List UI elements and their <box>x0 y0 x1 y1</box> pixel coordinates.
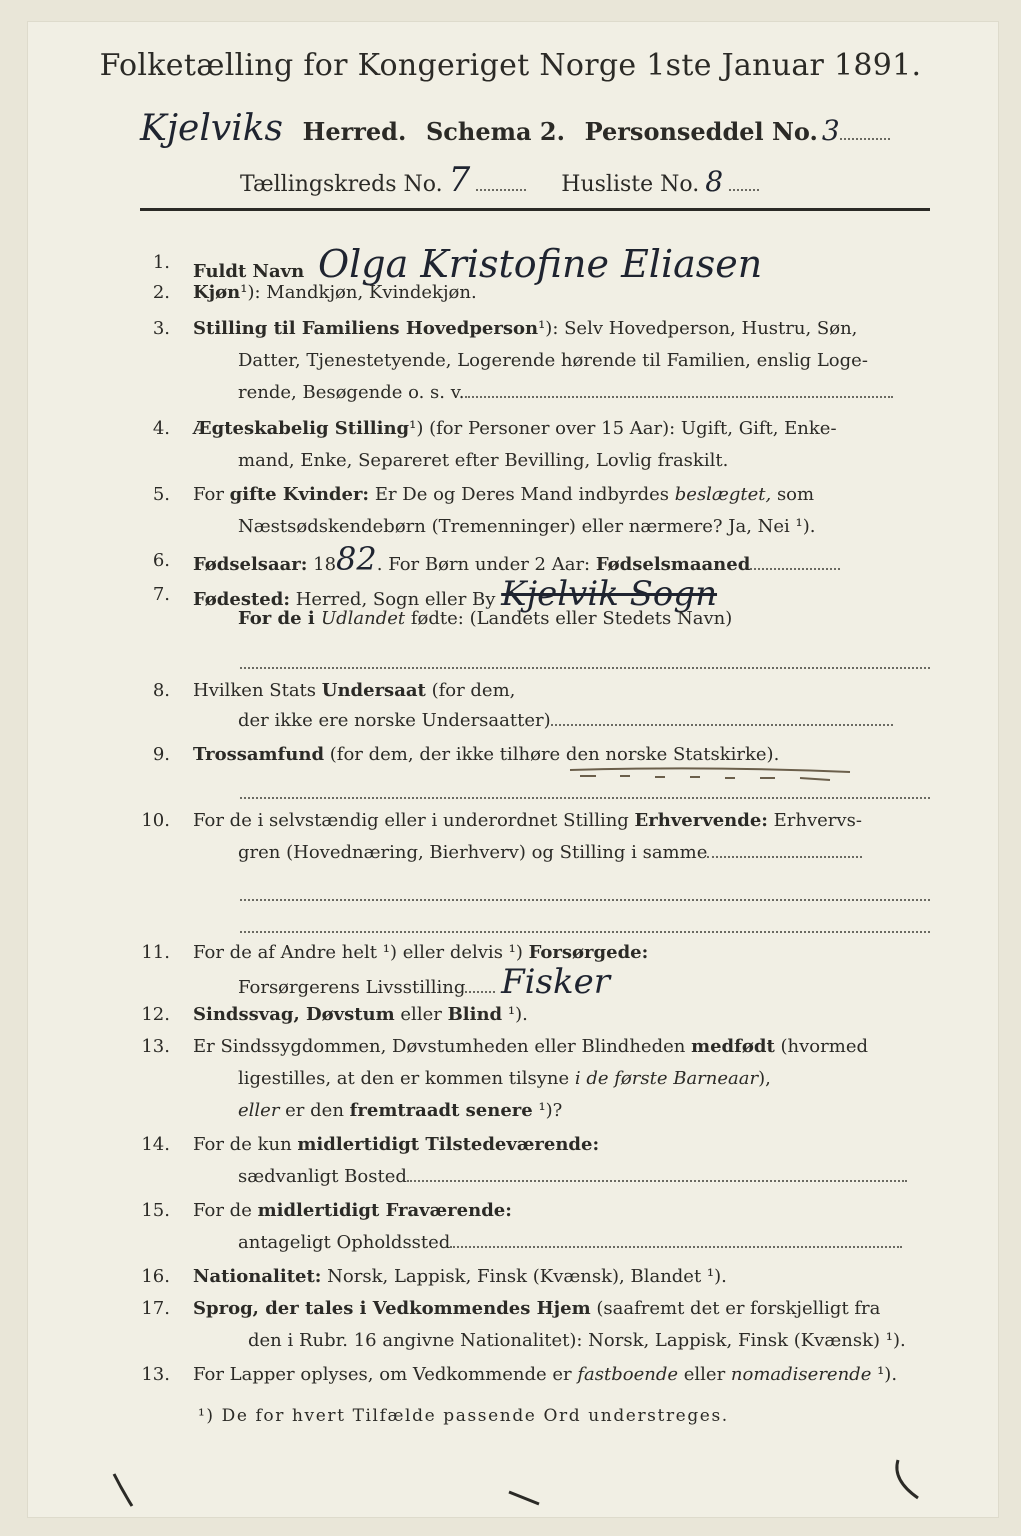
item-1-fuldt-navn <box>193 242 762 286</box>
handwritten-dash-mark <box>560 762 860 786</box>
dotted-leader <box>450 1245 902 1248</box>
item-14-text: For de kun <box>193 1134 298 1155</box>
item-13-text-3-end: ¹)? <box>532 1100 563 1121</box>
item-4-line2: mand, Enke, Separeret efter Bevilling, Lovlig fraskilt. <box>238 450 729 471</box>
udland-text: fødte: (Landets eller Stedets Navn) <box>405 608 733 629</box>
item-number: 15. <box>141 1200 170 1221</box>
forsorgede-label: Forsørgede: <box>528 942 649 963</box>
item-13-text-3: er den <box>279 1100 350 1121</box>
fuldt-navn-label: Fuldt Navn <box>193 261 305 282</box>
item-18-text: For Lapper oplyses, om Vedkommende er <box>193 1364 578 1385</box>
item-12-text: eller <box>394 1004 448 1025</box>
bosted-label: sædvanligt Bosted <box>238 1166 407 1187</box>
item-18-lapper <box>193 1364 897 1385</box>
sindssvag-label: Sindssvag, Døvstum <box>193 1004 395 1025</box>
item-number: 13. <box>141 1364 170 1385</box>
item-13-italic: i de første Barneaar <box>574 1068 759 1089</box>
item-number: 9. <box>152 744 170 765</box>
fodested-options: Herred, Sogn eller By <box>289 589 496 610</box>
margin-mark <box>505 1488 545 1508</box>
fodselsmaaned-label: Fødselsmaaned <box>595 554 751 575</box>
stilling-label: Stilling til Familiens Hovedperson <box>193 318 539 339</box>
fodested-answer: Kjelvik Sogn <box>501 574 718 614</box>
item-18-end: ¹). <box>871 1364 898 1385</box>
header-line-kreds <box>240 160 759 200</box>
item-number: 13. <box>141 1036 170 1057</box>
item-number: 17. <box>141 1298 170 1319</box>
item-2-kjon <box>193 282 477 303</box>
item-14-line2 <box>238 1166 907 1187</box>
kjon-options: ¹): Mandkjøn, Kvindekjøn. <box>240 282 477 303</box>
item-8-text: Hvilken Stats <box>193 680 322 701</box>
dotted-leader <box>729 188 759 191</box>
udland-prefix: For de i <box>238 608 321 629</box>
trossamfund-text: (for dem, der ikke tilhøre den norske Statskirke). <box>324 744 780 765</box>
fravaerende-label: midlertidigt Fraværende: <box>257 1200 512 1221</box>
item-number: 16. <box>141 1266 170 1287</box>
item-13-line3 <box>238 1100 562 1121</box>
item-3-line2: Datter, Tjenestetyende, Logerende hørende til Familien, enslig Loge- <box>238 350 868 371</box>
dotted-leader <box>465 395 893 398</box>
personseddel-value: 3 <box>821 114 840 147</box>
dotted-leader <box>407 1179 907 1182</box>
husliste-label: Husliste No. <box>561 172 700 197</box>
blind-label: Blind <box>447 1004 503 1025</box>
item-11-line2 <box>238 962 610 1002</box>
item-3-line1 <box>193 318 857 339</box>
blank-line <box>240 886 930 905</box>
tellingskreds-label: Tællingskreds No. <box>240 172 443 197</box>
eller-italic: eller <box>238 1100 280 1121</box>
item-10-text: For de i selvstændig eller i underordnet Stilling <box>193 810 635 831</box>
fremtraadt-label: fremtraadt senere <box>349 1100 533 1121</box>
dotted-leader <box>551 723 893 726</box>
fodested-label: Fødested: <box>193 589 290 610</box>
item-13-text-2: ligestilles, at den er kommen tilsyne <box>238 1068 575 1089</box>
item-11-line1 <box>193 942 648 963</box>
schema-label: Schema 2. <box>425 117 565 146</box>
dotted-leader <box>240 666 930 669</box>
blank-line <box>240 654 930 673</box>
item-8-text-end: (for dem, <box>425 680 516 701</box>
forsorger-label: Forsørgerens Livsstilling <box>238 977 466 998</box>
nationalitet-options: Norsk, Lappisk, Finsk (Kvænsk), Blandet ¹). <box>321 1266 727 1287</box>
item-5-text: Er De og Deres Mand indbyrdes <box>374 484 675 505</box>
item-number: 1. <box>152 252 170 273</box>
item-5-line1 <box>193 484 814 505</box>
item-number: 14. <box>141 1134 170 1155</box>
item-13-text-2-end: ), <box>758 1068 771 1089</box>
opholdssted-label: antageligt Opholdssted <box>238 1232 451 1253</box>
nationalitet-label: Nationalitet: <box>193 1266 322 1287</box>
erhvervende-label: Erhvervende: <box>634 810 768 831</box>
item-17-text: (saafremt det er forskjelligt fra <box>590 1298 881 1319</box>
item-13-text: Er Sindssygdommen, Døvstumheden eller Blindheden <box>193 1036 692 1057</box>
footnote: ¹) De for hvert Tilfælde passende Ord understreges. <box>198 1406 729 1426</box>
item-number: 10. <box>141 810 170 831</box>
item-5-italic: beslægtet, <box>674 484 772 505</box>
item-number: 8. <box>152 680 170 701</box>
item-8-text-2: der ikke ere norske Undersaatter) <box>238 710 551 731</box>
udland-italic: Udlandet <box>320 608 406 629</box>
item-11-text: For de af Andre helt ¹) eller delvis ¹) <box>193 942 529 963</box>
gifte-kvinder-label: gifte Kvinder: <box>229 484 370 505</box>
medfodt-label: medfødt <box>691 1036 775 1057</box>
item-17-line2: den i Rubr. 16 angivne Nationalitet): Norsk, Lappisk, Finsk (Kvænsk) ¹). <box>248 1330 906 1351</box>
margin-mark <box>108 1470 138 1510</box>
item-13-text-end: (hvormed <box>774 1036 868 1057</box>
item-number: 11. <box>141 942 170 963</box>
dotted-leader <box>476 188 526 191</box>
undersaat-label: Undersaat <box>321 680 426 701</box>
header-rule <box>140 208 930 211</box>
sprog-label: Sprog, der tales i Vedkommendes Hjem <box>193 1298 591 1319</box>
item-12 <box>193 1004 528 1025</box>
item-13-line2 <box>238 1068 771 1089</box>
item-5-line2: Næstsødskendebørn (Tremenninger) eller nærmere? Ja, Nei ¹). <box>238 516 816 537</box>
kjon-label: Kjøn <box>193 282 241 303</box>
aegteskab-options-1: ¹) (for Personer over 15 Aar): Ugift, Gift, Enke- <box>409 418 837 439</box>
item-8-line1 <box>193 680 515 701</box>
stilling-options-1: ¹): Selv Hovedperson, Hustru, Søn, <box>538 318 858 339</box>
item-6-text: . For Børn under 2 Aar: <box>376 554 596 575</box>
item-8-line2 <box>238 710 893 731</box>
item-5-text-end: som <box>771 484 815 505</box>
item-10-text-end: Erhvervs- <box>767 810 862 831</box>
dotted-leader <box>750 567 840 570</box>
item-14-line1 <box>193 1134 599 1155</box>
item-number: 3. <box>152 318 170 339</box>
herred-label: Herred. <box>302 117 407 146</box>
tellingskreds-value: 7 <box>448 160 471 200</box>
item-number: 5. <box>152 484 170 505</box>
aegteskab-label: Ægteskabelig Stilling <box>193 418 410 439</box>
item-12-end: ¹). <box>502 1004 528 1025</box>
item-number: 12. <box>141 1004 170 1025</box>
tilstedevaerende-label: midlertidigt Tilstedeværende: <box>297 1134 600 1155</box>
header-line-herred <box>140 108 890 149</box>
item-5-prefix: For <box>193 484 230 505</box>
fodselsaar-prefix: 18 <box>313 554 337 575</box>
dotted-leader <box>707 855 862 858</box>
item-18-mid: eller <box>678 1364 731 1385</box>
item-4-line1 <box>193 418 837 439</box>
item-10-text-2: gren (Hovednæring, Bierhverv) og Stilling i samme <box>238 842 708 863</box>
fodselsaar-label: Fødselsaar: <box>193 554 308 575</box>
item-16-nationalitet <box>193 1266 727 1287</box>
dotted-leader <box>465 990 495 993</box>
item-15-text: For de <box>193 1200 258 1221</box>
item-10-line1 <box>193 810 862 831</box>
fuldt-navn-answer: Olga Kristofine Eliasen <box>317 242 763 286</box>
forsorger-answer: Fisker <box>501 962 610 1002</box>
blank-line <box>240 918 930 937</box>
blank-line <box>240 784 930 803</box>
fastboende-italic: fastboende <box>577 1364 679 1385</box>
trossamfund-label: Trossamfund <box>193 744 325 765</box>
item-13-line1 <box>193 1036 868 1057</box>
dotted-leader <box>240 930 930 933</box>
item-10-line2 <box>238 842 862 863</box>
item-6-fodselsaar <box>193 540 840 578</box>
dotted-leader <box>840 137 890 140</box>
item-number: 6. <box>152 550 170 571</box>
item-number: 4. <box>152 418 170 439</box>
stilling-options-3: rende, Besøgende o. s. v. <box>238 382 465 403</box>
fodselsaar-handwritten: 82 <box>336 540 377 578</box>
item-number: 2. <box>152 282 170 303</box>
dotted-leader <box>240 796 930 799</box>
item-17-line1 <box>193 1298 880 1319</box>
item-15-line2 <box>238 1232 902 1253</box>
herred-handwritten: Kjelviks <box>140 108 284 149</box>
husliste-value: 8 <box>705 165 724 198</box>
nomadiserende-italic: nomadiserende <box>730 1364 872 1385</box>
item-3-line3 <box>238 382 893 403</box>
margin-mark <box>888 1456 928 1506</box>
form-title: Folketælling for Kongeriget Norge 1ste Januar 1891. <box>99 48 922 83</box>
item-7-line2 <box>238 608 732 629</box>
personseddel-label: Personseddel No. <box>584 117 818 146</box>
dotted-leader <box>240 898 930 901</box>
item-number: 7. <box>152 584 170 605</box>
item-15-line1 <box>193 1200 512 1221</box>
